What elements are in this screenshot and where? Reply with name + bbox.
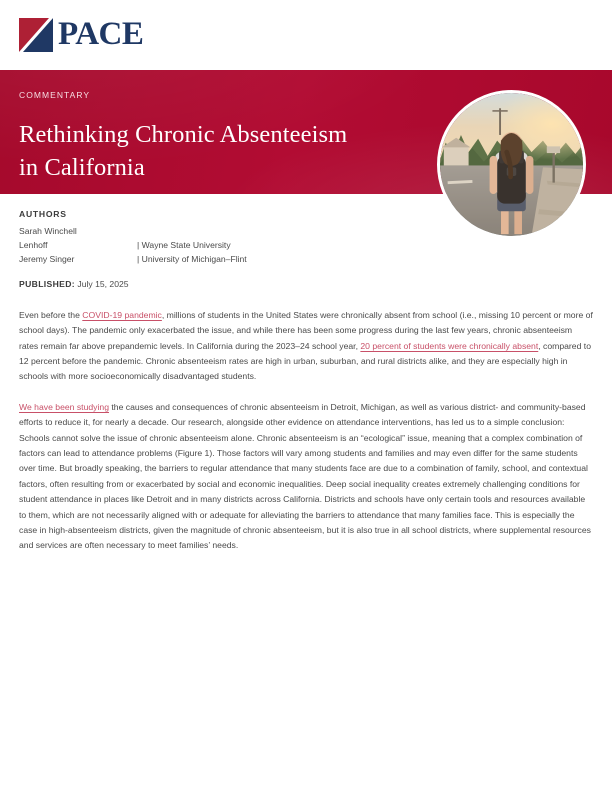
paragraph-1 <box>19 308 593 385</box>
article-category-label: COMMENTARY <box>19 90 91 100</box>
published-date: July 15, 2025 <box>77 278 129 289</box>
covid-19-pandemic-link[interactable]: COVID-19 pandemic <box>82 309 162 320</box>
paragraph-1-text-2: , millions of students in the United States were chronically absent from school (i.e., missing 10 percent or more of school days). The pandemic only exacerbated the issue, and while there has been some progress during the last few years, chronic absenteeism rates remain far above prepandemic levels. In California during the 2023–24 school year, <box>19 309 593 351</box>
page-title-line-2: in California <box>19 153 145 181</box>
published-label: PUBLISHED: <box>19 278 76 289</box>
pace-logo[interactable] <box>19 15 144 52</box>
paragraph-1-text-1: Even before the <box>19 309 83 320</box>
page-title <box>19 119 429 184</box>
pace-logo-wordmark: PACE <box>58 15 144 52</box>
author-name: Jeremy Singer <box>19 253 75 264</box>
paragraph-2-text-1: the causes and consequences of chronic absenteeism in Detroit, Michigan, as well as various district- and community-based efforts to reduce it, for nearly a decade. Our research, alongside other evidence on attendance interventions, has led us to a simple conclusion: Schools cannot solve the issue of chronic absenteeism alone. Chronic absenteeism is an “ecological” issue, meaning that a complex combination of factors can lead to attendance problems (Figure 1). Those factors will vary among students and families and may even differ for the same students over time. But broadly speaking, the barriers to regular attendance that many students face are due to a combination of family, school, and contextual factors, often resulting from or exacerbated by social and economic inequalities. Deep social inequality creates extremely challenging conditions for student attendance in places like Detroit and in many districts across California. Districts and schools have only certain tools and resources available to them, which are not necessarily aligned with or adequate for alleviating the barriers to attendance that many families face. This is especially the case in high-absenteeism districts, given the magnitude of chronic absenteeism, but it is also true in all school districts, where supplemental resources and services are often necessary to meet families’ needs. <box>19 401 591 551</box>
article-header-banner <box>0 70 612 194</box>
paragraph-1-text-3: , compared to 12 percent before the pandemic. Chronic absenteeism rates are high in urban, suburban, and rural districts alike, and they are especially high in schools with more socioeconomically disadvantaged students. <box>19 340 591 382</box>
chronic-absenteeism-statistic-link[interactable]: 20 percent of students were chronically absent <box>360 340 539 351</box>
article-content <box>0 209 612 554</box>
author-affiliation: | University of Michigan–Flint <box>137 253 247 264</box>
logo-bar <box>0 0 612 70</box>
authors-label: AUTHORS <box>19 209 67 219</box>
pace-diagonal-square-logo-icon <box>19 18 53 52</box>
published-date-line <box>19 279 593 289</box>
page-title-line-1: Rethinking Chronic Absenteeism <box>19 121 348 149</box>
we-have-been-studying-link[interactable]: We have been studying <box>19 401 109 412</box>
article-body <box>19 308 593 554</box>
header-photo-circle <box>437 90 586 239</box>
author-name: Sarah Winchell Lenhoff <box>19 226 77 250</box>
student-with-backpack-walking-photo <box>440 93 583 236</box>
author-affiliation: | Wayne State University <box>137 239 231 250</box>
paragraph-2 <box>19 400 593 554</box>
